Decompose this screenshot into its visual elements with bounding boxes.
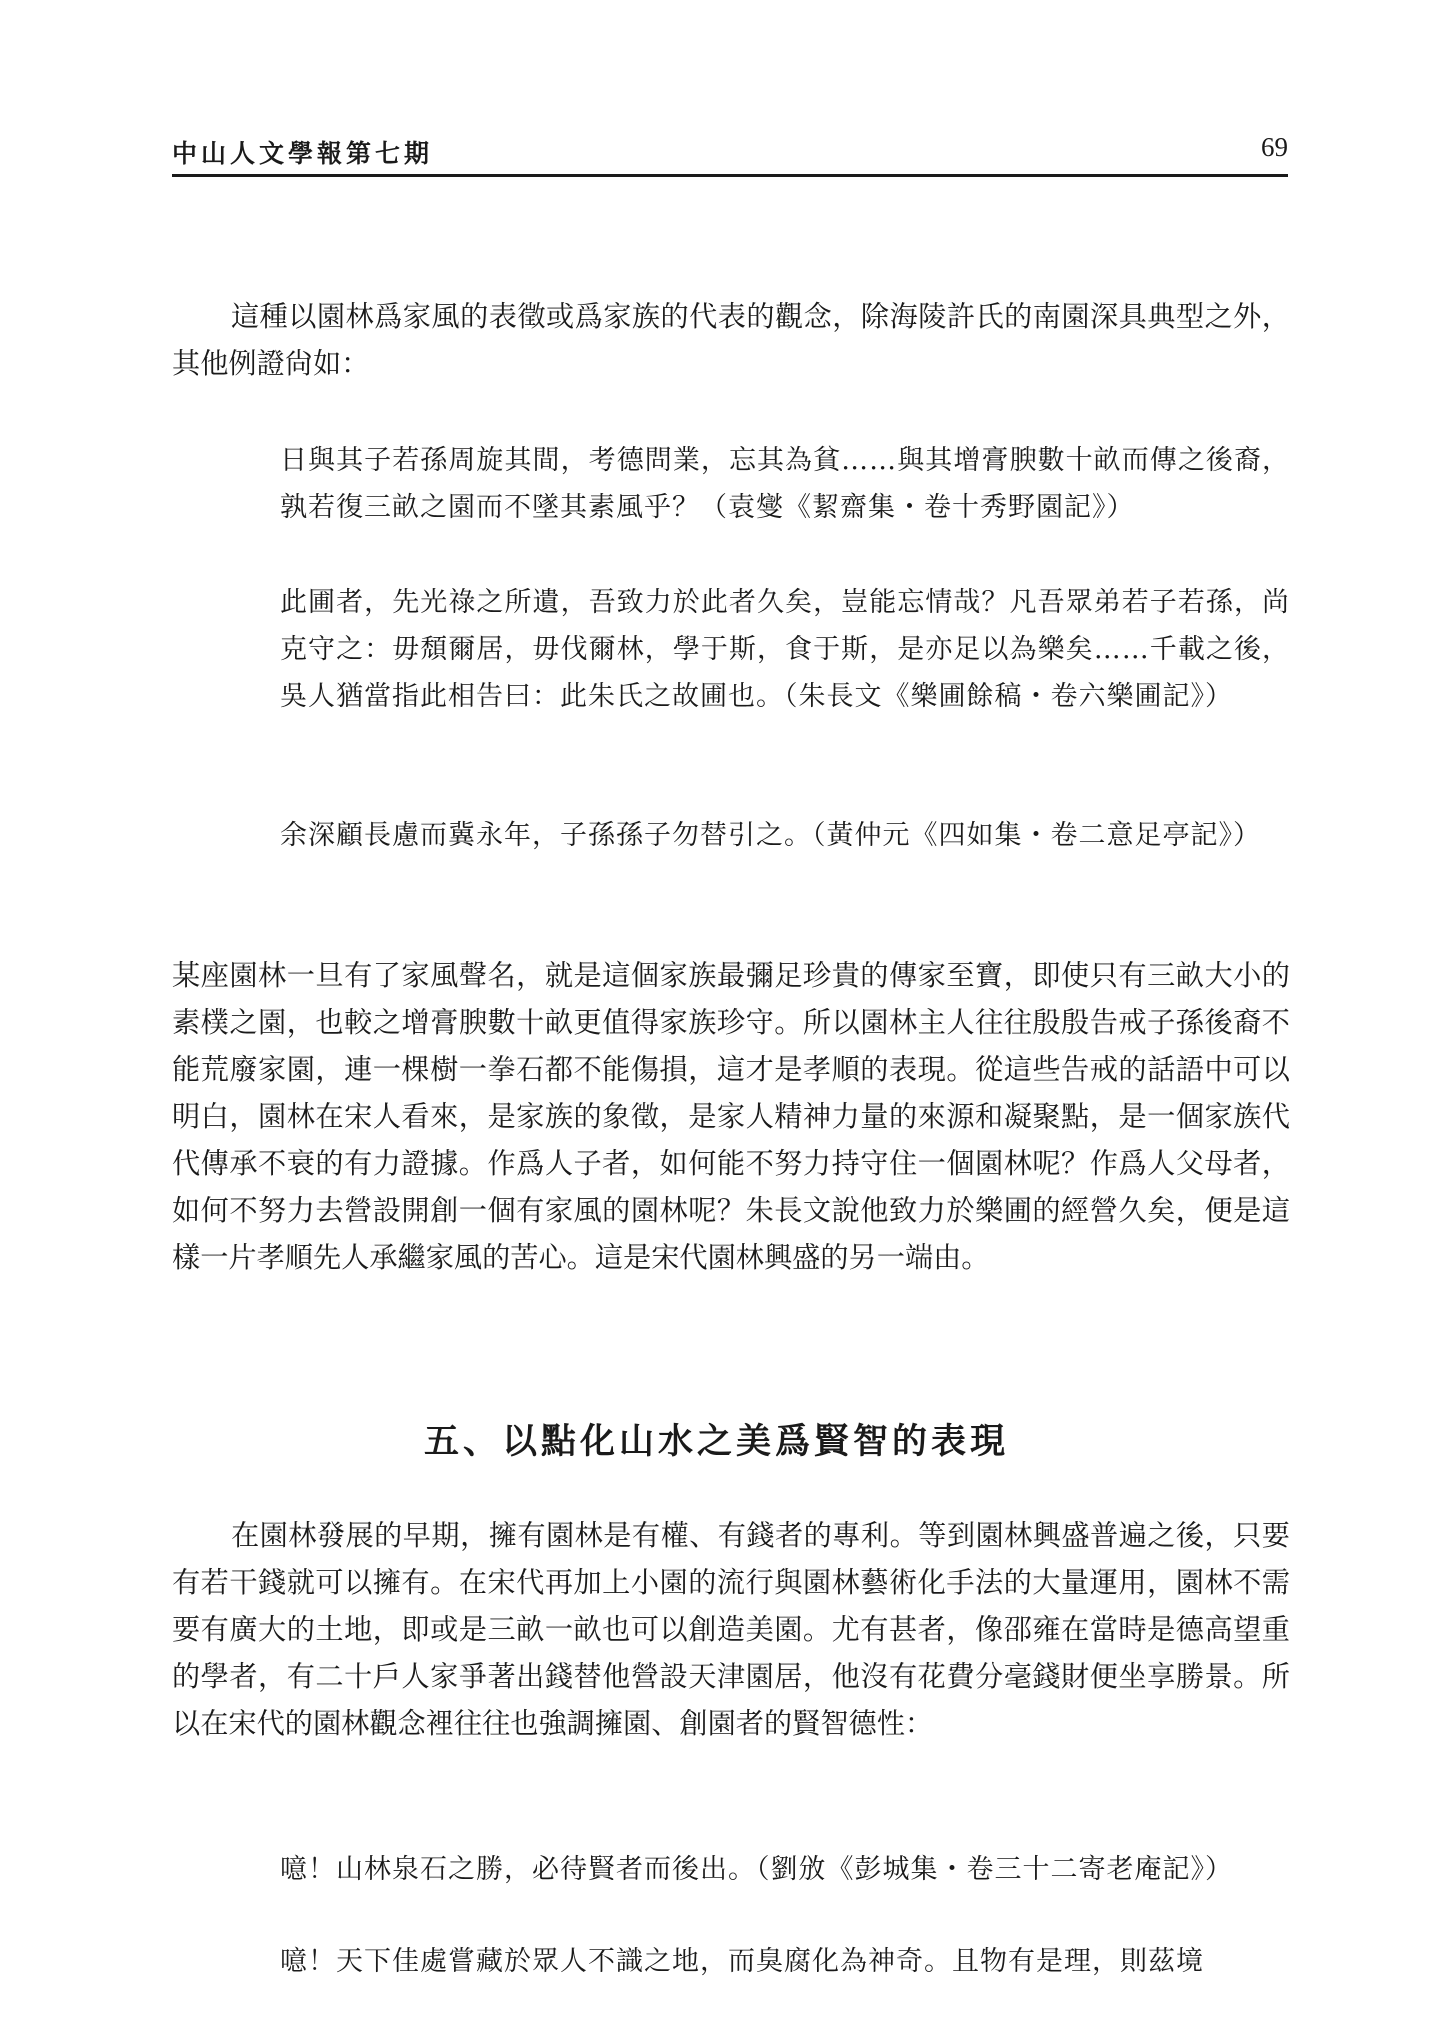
page-number: 69 (1261, 132, 1288, 162)
block-quote-4: 噫！山林泉石之勝，必待賢者而後出。（劉攽《彭城集・卷三十二寄老庵記》） (280, 1854, 1233, 1885)
body-paragraph-2: 某座園林一旦有了家風聲名，就是這個家族最彌足珍貴的傳家至寶，即使只有三畝大小的素樸之園，也較之增膏腴數十畝更值得家族珍守。所以園林主人往往殷殷告戒子孫後裔不能荒廢家園，連一棵樹一拳石都不能傷損，這才是孝順的表現。從這些告戒的話語中可以明白，園林在宋人看來，是家族的象徵，是家人精神力量的來源和凝聚點，是一個家族代代傳承不衰的有力證據。作爲人子者，如何能不努力持守住一個園林呢？作爲人父母者，如何不努力去營設開創一個有家風的園林呢？朱長文說他致力於樂圃的經營久矣，便是這樣一片孝順先人承繼家風的苦心。這是宋代園林興盛的另一端由。 (172, 959, 1290, 1274)
block-quote-2: 此圃者，先光祿之所遺，吾致力於此者久矣，豈能忘情哉？凡吾眾弟若子若孫，尚克守之：毋頹爾居，毋伐爾林，學于斯，食于斯，是亦足以為樂矣……千載之後，吳人猶當指此相告曰：此朱氏之故圃也。（朱長文《樂圃餘稿・卷六樂圃記》） (280, 587, 1290, 712)
body-paragraph-1: 這種以園林爲家風的表徵或爲家族的代表的觀念，除海陵許氏的南園深具典型之外，其他例證尙如： (172, 300, 1290, 380)
running-header (172, 132, 1288, 172)
block-quote-5: 噫！天下佳處嘗藏於眾人不識之地，而臭腐化為神奇。且物有是理，則茲境 (280, 1946, 1204, 1977)
header-rule (172, 174, 1288, 177)
section-heading: 五、以點化山水之美爲賢智的表現 (423, 1422, 1009, 1462)
journal-title: 中山人文學報第七期 (172, 139, 434, 168)
block-quote-3: 余深顧長慮而冀永年，子孫孫子勿替引之。（黃仲元《四如集・卷二意足亭記》） (280, 820, 1261, 851)
body-paragraph-3: 在園林發展的早期，擁有園林是有權、有錢者的專利。等到園林興盛普遍之後，只要有若干錢就可以擁有。在宋代再加上小園的流行與園林藝術化手法的大量運用，園林不需要有廣大的土地，即或是三畝一畝也可以創造美園。尤有甚者，像邵雍在當時是德高望重的學者，有二十戶人家爭著出錢替他營設天津園居，他沒有花費分毫錢財便坐享勝景。所以在宋代的園林觀念裡往往也強調擁園、創園者的賢智德性： (172, 1519, 1290, 1740)
block-quote-1: 日與其子若孫周旋其間，考德問業，忘其為貧……與其增膏腴數十畝而傳之後裔，孰若復三畝之園而不墜其素風乎？（袁燮《絜齋集・卷十秀野園記》） (280, 445, 1290, 523)
